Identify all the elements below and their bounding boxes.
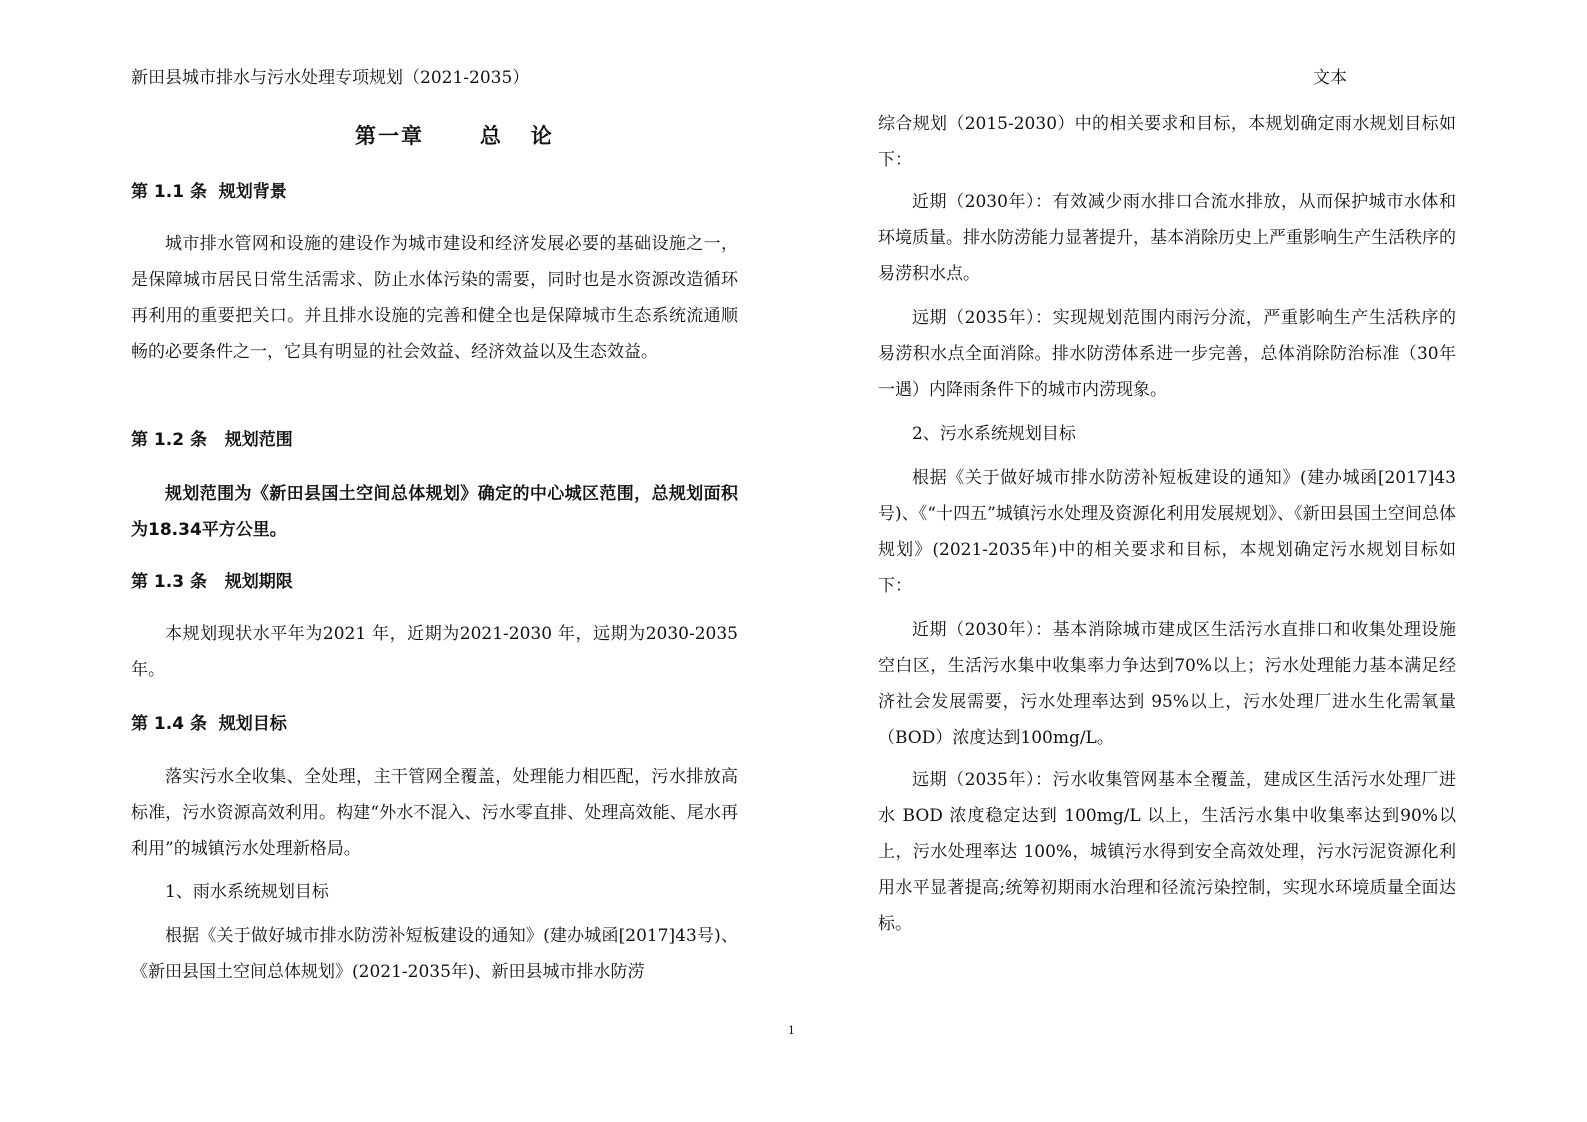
section-1-4-text: 落实污水全收集、全处理，主干管网全覆盖，处理能力相匹配，污水排放高标准，污水资源高效利用。构建“外水不混入、污水零直排、处理高效能、尾水再利用”的城镇污水处理新格局。 — [131, 767, 738, 859]
section-1-4-title: 第 1.4 条 规划目标 — [131, 714, 287, 734]
section-1-2-text: 规划范围为《新田县国土空间总体规划》确定的中心城区范围，总规划面积为18.34平方公里。 — [131, 484, 738, 540]
section-1-1-text: 城市排水管网和设施的建设作为城市建设和经济发展必要的基础设施之一，是保障城市居民日常生活需求、防止水体污染的需要，同时也是水资源改造循环再利用的重要把关口。并且排水设施的完善和健全也是保障城市生态系统流通顺畅的必要条件之一，它具有明显的社会效益、经济效益以及生态效益。 — [131, 234, 738, 362]
subsection-sewage-title: 2、污水系统规划目标 — [912, 424, 1076, 444]
subsection-rainwater-text: 根据《关于做好城市排水防涝补短板建设的通知》(建办城函[2017]43号)、《新田县国土空间总体规划》(2021-2035年)、新田县城市排水防涝 — [131, 926, 738, 982]
subsection-rainwater-title: 1、雨水系统规划目标 — [165, 882, 329, 902]
rainwater-near-term-text: 近期（2030年）：有效减少雨水排口合流水排放，从而保护城市水体和环境质量。排水防涝能力显著提升，基本消除历史上严重影响生产生活秩序的易涝积水点。 — [878, 192, 1456, 284]
section-1-2-title: 第 1.2 条 规划范围 — [131, 430, 293, 450]
page-number: 1 — [788, 1024, 795, 1037]
rainwater-continued-text: 综合规划（2015-2030）中的相关要求和目标，本规划确定雨水规划目标如下： — [878, 114, 1456, 170]
chapter-title: 第一章 总 论 — [355, 124, 554, 148]
section-1-3-title: 第 1.3 条 规划期限 — [131, 572, 293, 592]
document-header-label: 文本 — [1313, 68, 1347, 88]
sewage-long-term-text: 远期（2035年）：污水收集管网基本全覆盖，建成区生活污水处理厂进水 BOD 浓度稳定达到 100mg/L 以上，生活污水集中收集率达到90%以上，污水处理率达 100%，城镇污水得到安全高效处理，污水污泥资源化利用水平显著提高;统筹初期雨水治理和径流污染控制，实现水环境质量全面达标。 — [878, 770, 1456, 934]
subsection-sewage-text: 根据《关于做好城市排水防涝补短板建设的通知》(建办城函[2017]43号)、《“十四五”城镇污水处理及资源化利用发展规划》、《新田县国土空间总体规划》(2021-2035年)中的相关要求和目标，本规划确定污水规划目标如下： — [878, 468, 1456, 596]
section-1-3-text: 本规划现状水平年为2021 年，近期为2021-2030 年，远期为2030-2035 年。 — [131, 624, 738, 680]
rainwater-long-term-text: 远期（2035年）：实现规划范围内雨污分流，严重影响生产生活秩序的易涝积水点全面消除。排水防涝体系进一步完善，总体消除防治标准（30年一遇）内降雨条件下的城市内涝现象。 — [878, 308, 1456, 400]
document-header-title: 新田县城市排水与污水处理专项规划（2021-2035） — [131, 68, 530, 88]
section-1-1-title: 第 1.1 条 规划背景 — [131, 182, 287, 202]
sewage-near-term-text: 近期（2030年）：基本消除城市建成区生活污水直排口和收集处理设施空白区，生活污水集中收集率力争达到70%以上；污水处理能力基本满足经济社会发展需要，污水处理率达到 95%以上，污水处理厂进水生化需氧量（BOD）浓度达到100mg/L。 — [878, 620, 1456, 748]
